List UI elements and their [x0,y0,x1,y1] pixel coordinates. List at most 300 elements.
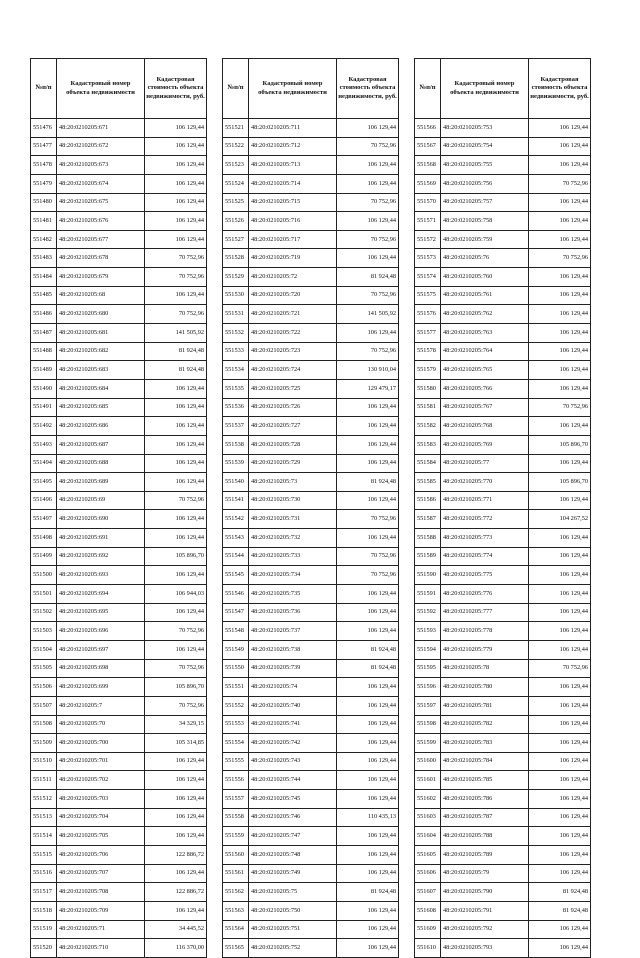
row-number: 551539 [223,454,249,473]
cadastral-number: 48:20:0210205:767 [441,398,529,417]
header-number: №п/п [31,59,57,119]
row-number: 551517 [31,883,57,902]
cadastral-number: 48:20:0210205:760 [441,268,529,287]
header-cadastral-number: Кадастровый номер объекта недвижимости [57,59,145,119]
row-number: 551546 [223,585,249,604]
cadastral-cost: 106 129,44 [337,920,399,939]
row-number: 551485 [31,286,57,305]
row-number: 551582 [415,417,441,436]
cadastral-number: 48:20:0210205:750 [249,901,337,920]
row-number: 551570 [415,193,441,212]
cadastral-number: 48:20:0210205:712 [249,137,337,156]
cadastral-number: 48:20:0210205:793 [441,939,529,958]
cadastral-number: 48:20:0210205:731 [249,510,337,529]
table-row [415,212,591,231]
cadastral-number: 48:20:0210205:739 [249,659,337,678]
cadastral-cost: 141 505,92 [337,305,399,324]
row-number: 551544 [223,547,249,566]
row-number: 551555 [223,752,249,771]
cadastral-cost: 106 129,44 [529,379,591,398]
cadastral-number: 48:20:0210205:789 [441,845,529,864]
table-row [223,305,399,324]
cadastral-number: 48:20:0210205:741 [249,715,337,734]
table-row [415,901,591,920]
cadastral-number: 48:20:0210205:755 [441,156,529,175]
cadastral-number: 48:20:0210205:732 [249,529,337,548]
cadastral-number: 48:20:0210205:756 [441,174,529,193]
cadastral-number: 48:20:0210205:746 [249,808,337,827]
row-number: 551493 [31,435,57,454]
cadastral-number: 48:20:0210205:724 [249,361,337,380]
table-row [415,659,591,678]
cadastral-number: 48:20:0210205:76 [441,249,529,268]
cadastral-number: 48:20:0210205:771 [441,491,529,510]
cadastral-number: 48:20:0210205:740 [249,696,337,715]
table-row [223,845,399,864]
cadastral-cost: 106 129,44 [337,696,399,715]
cadastral-number: 48:20:0210205:727 [249,417,337,436]
table-row [415,435,591,454]
row-number: 551583 [415,435,441,454]
cadastral-cost: 106 129,44 [337,715,399,734]
cadastral-cost: 81 924,48 [529,901,591,920]
cadastral-cost: 106 129,44 [529,845,591,864]
cadastral-cost: 106 129,44 [145,212,207,231]
table-row [31,678,207,697]
row-number: 551532 [223,324,249,343]
cadastral-cost: 106 129,44 [145,771,207,790]
cadastral-number: 48:20:0210205:688 [57,454,145,473]
table-row [415,827,591,846]
table-row [223,696,399,715]
row-number: 551581 [415,398,441,417]
row-number: 551590 [415,566,441,585]
row-number: 551569 [415,174,441,193]
cadastral-number: 48:20:0210205:791 [441,901,529,920]
table-row [31,324,207,343]
row-number: 551534 [223,361,249,380]
table-row [31,845,207,864]
cadastral-cost: 106 129,44 [145,174,207,193]
row-number: 551504 [31,640,57,659]
cadastral-number: 48:20:0210205:680 [57,305,145,324]
cadastral-cost: 106 129,44 [145,566,207,585]
cadastral-number: 48:20:0210205:695 [57,603,145,622]
row-number: 551529 [223,268,249,287]
cadastral-cost: 106 129,44 [337,678,399,697]
table-row [31,286,207,305]
row-number: 551480 [31,193,57,212]
row-number: 551527 [223,230,249,249]
cadastral-cost: 106 129,44 [337,827,399,846]
row-number: 551576 [415,305,441,324]
table-row [31,715,207,734]
cadastral-cost: 106 129,44 [529,547,591,566]
table-row [31,491,207,510]
row-number: 551568 [415,156,441,175]
row-number: 551566 [415,119,441,138]
cadastral-cost: 106 129,44 [529,193,591,212]
row-number: 551596 [415,678,441,697]
cadastral-cost: 106 129,44 [337,529,399,548]
cadastral-number: 48:20:0210205:734 [249,566,337,585]
table-row [223,827,399,846]
table-row [223,193,399,212]
table-row [31,473,207,492]
cadastral-cost: 106 129,44 [145,808,207,827]
cadastral-number: 48:20:0210205:699 [57,678,145,697]
row-number: 551477 [31,137,57,156]
cadastral-number: 48:20:0210205:775 [441,566,529,585]
cadastral-number: 48:20:0210205:780 [441,678,529,697]
table-row [415,752,591,771]
row-number: 551540 [223,473,249,492]
table-row [31,659,207,678]
row-number: 551608 [415,901,441,920]
cadastral-cost: 106 129,44 [529,622,591,641]
cadastral-number: 48:20:0210205:761 [441,286,529,305]
table-row [223,510,399,529]
cadastral-cost: 106 129,44 [337,864,399,883]
table-row [31,435,207,454]
cadastral-number: 48:20:0210205:752 [249,939,337,958]
cadastral-number: 48:20:0210205:764 [441,342,529,361]
table-row [31,603,207,622]
cadastral-number: 48:20:0210205:701 [57,752,145,771]
table-row [223,529,399,548]
cadastral-number: 48:20:0210205:681 [57,324,145,343]
cadastral-cost: 106 129,44 [337,417,399,436]
cadastral-table-1 [30,58,207,958]
cadastral-number: 48:20:0210205:763 [441,324,529,343]
row-number: 551586 [415,491,441,510]
table-row [31,864,207,883]
table-row [223,808,399,827]
table-row [223,268,399,287]
cadastral-number: 48:20:0210205:698 [57,659,145,678]
row-number: 551516 [31,864,57,883]
cadastral-number: 48:20:0210205:726 [249,398,337,417]
cadastral-number: 48:20:0210205:684 [57,379,145,398]
row-number: 551558 [223,808,249,827]
table-row [31,417,207,436]
cadastral-number: 48:20:0210205:676 [57,212,145,231]
cadastral-cost: 106 129,44 [529,939,591,958]
row-number: 551498 [31,529,57,548]
row-number: 551603 [415,808,441,827]
cadastral-number: 48:20:0210205:784 [441,752,529,771]
cadastral-number: 48:20:0210205:738 [249,640,337,659]
cadastral-number: 48:20:0210205:677 [57,230,145,249]
table-row [223,585,399,604]
cadastral-number: 48:20:0210205:693 [57,566,145,585]
table-row [223,286,399,305]
cadastral-number: 48:20:0210205:729 [249,454,337,473]
cadastral-table-2 [222,58,399,958]
table-row [31,585,207,604]
cadastral-number: 48:20:0210205:758 [441,212,529,231]
row-number: 551610 [415,939,441,958]
table-row [223,659,399,678]
row-number: 551556 [223,771,249,790]
cadastral-number: 48:20:0210205:696 [57,622,145,641]
header-number: №п/п [415,59,441,119]
table-row [415,361,591,380]
cadastral-cost: 106 129,44 [529,454,591,473]
table-row [415,939,591,958]
cadastral-cost: 106 129,44 [529,827,591,846]
cadastral-number: 48:20:0210205:776 [441,585,529,604]
cadastral-cost: 105 896,70 [145,678,207,697]
cadastral-number: 48:20:0210205:704 [57,808,145,827]
cadastral-cost: 106 129,44 [337,603,399,622]
cadastral-table-3 [414,58,591,958]
cadastral-number: 48:20:0210205:788 [441,827,529,846]
cadastral-number: 48:20:0210205:715 [249,193,337,212]
row-number: 551607 [415,883,441,902]
row-number: 551499 [31,547,57,566]
cadastral-cost: 106 129,44 [529,566,591,585]
row-number: 551479 [31,174,57,193]
table-row [223,249,399,268]
row-number: 551571 [415,212,441,231]
row-number: 551496 [31,491,57,510]
row-number: 551552 [223,696,249,715]
cadastral-cost: 106 129,44 [145,603,207,622]
row-number: 551561 [223,864,249,883]
cadastral-number: 48:20:0210205:70 [57,715,145,734]
cadastral-cost: 130 910,04 [337,361,399,380]
cadastral-number: 48:20:0210205:744 [249,771,337,790]
cadastral-number: 48:20:0210205:686 [57,417,145,436]
table-row [31,808,207,827]
table-row [415,715,591,734]
cadastral-number: 48:20:0210205:71 [57,920,145,939]
cadastral-number: 48:20:0210205:782 [441,715,529,734]
row-number: 551526 [223,212,249,231]
cadastral-number: 48:20:0210205:722 [249,324,337,343]
cadastral-number: 48:20:0210205:714 [249,174,337,193]
cadastral-number: 48:20:0210205:773 [441,529,529,548]
cadastral-cost: 106 129,44 [337,901,399,920]
cadastral-cost: 106 129,44 [145,119,207,138]
cadastral-cost: 70 752,96 [337,286,399,305]
cadastral-cost: 122 886,72 [145,845,207,864]
row-number: 551564 [223,920,249,939]
row-number: 551536 [223,398,249,417]
table-row [223,640,399,659]
table-row [223,156,399,175]
cadastral-number: 48:20:0210205:779 [441,640,529,659]
table-row [223,174,399,193]
cadastral-number: 48:20:0210205:692 [57,547,145,566]
cadastral-cost: 106 129,44 [145,790,207,809]
row-number: 551513 [31,808,57,827]
table-row [415,845,591,864]
cadastral-cost: 106 129,44 [145,473,207,492]
table-row [223,417,399,436]
cadastral-number: 48:20:0210205:792 [441,920,529,939]
cadastral-cost: 106 129,44 [529,640,591,659]
row-number: 551522 [223,137,249,156]
cadastral-cost: 70 752,96 [145,249,207,268]
cadastral-number: 48:20:0210205:719 [249,249,337,268]
table-row [415,491,591,510]
row-number: 551500 [31,566,57,585]
cadastral-number: 48:20:0210205:768 [441,417,529,436]
header-cadastral-cost: Кадастровая стоимость объекта недвижимости, руб. [337,59,399,119]
table-row [31,342,207,361]
table-row [31,920,207,939]
row-number: 551538 [223,435,249,454]
row-number: 551494 [31,454,57,473]
cadastral-number: 48:20:0210205:766 [441,379,529,398]
row-number: 551567 [415,137,441,156]
row-number: 551574 [415,268,441,287]
cadastral-cost: 104 267,52 [529,510,591,529]
cadastral-cost: 70 752,96 [529,659,591,678]
table-row [223,622,399,641]
cadastral-cost: 106 129,44 [337,752,399,771]
cadastral-number: 48:20:0210205:737 [249,622,337,641]
row-number: 551511 [31,771,57,790]
cadastral-cost: 106 129,44 [337,454,399,473]
cadastral-cost: 106 129,44 [145,398,207,417]
row-number: 551537 [223,417,249,436]
cadastral-number: 48:20:0210205:778 [441,622,529,641]
row-number: 551593 [415,622,441,641]
cadastral-cost: 70 752,96 [145,491,207,510]
row-number: 551579 [415,361,441,380]
table-row [415,473,591,492]
cadastral-number: 48:20:0210205:747 [249,827,337,846]
cadastral-number: 48:20:0210205:78 [441,659,529,678]
table-row [415,790,591,809]
cadastral-cost: 106 129,44 [529,137,591,156]
cadastral-number: 48:20:0210205:785 [441,771,529,790]
row-number: 551565 [223,939,249,958]
cadastral-cost: 106 129,44 [145,156,207,175]
row-number: 551573 [415,249,441,268]
row-number: 551609 [415,920,441,939]
table-row [223,230,399,249]
cadastral-cost: 106 129,44 [529,417,591,436]
row-number: 551580 [415,379,441,398]
row-number: 551518 [31,901,57,920]
cadastral-cost: 106 129,44 [145,379,207,398]
cadastral-number: 48:20:0210205:783 [441,734,529,753]
table-row [31,379,207,398]
row-number: 551545 [223,566,249,585]
cadastral-cost: 106 129,44 [529,529,591,548]
cadastral-number: 48:20:0210205:691 [57,529,145,548]
cadastral-cost: 106 129,44 [529,230,591,249]
cadastral-number: 48:20:0210205:713 [249,156,337,175]
header-cadastral-cost: Кадастровая стоимость объекта недвижимости, руб. [529,59,591,119]
cadastral-cost: 70 752,96 [145,268,207,287]
table-row [223,398,399,417]
table-row [31,510,207,529]
row-number: 551487 [31,324,57,343]
table-row [223,920,399,939]
cadastral-number: 48:20:0210205:702 [57,771,145,790]
cadastral-number: 48:20:0210205:77 [441,454,529,473]
cadastral-cost: 70 752,96 [529,398,591,417]
cadastral-cost: 106 129,44 [529,771,591,790]
cadastral-number: 48:20:0210205:671 [57,119,145,138]
row-number: 551599 [415,734,441,753]
cadastral-cost: 106 129,44 [145,510,207,529]
row-number: 551519 [31,920,57,939]
table-row [415,808,591,827]
row-number: 551601 [415,771,441,790]
row-number: 551591 [415,585,441,604]
table-row [223,715,399,734]
cadastral-cost: 81 924,48 [145,342,207,361]
cadastral-number: 48:20:0210205:672 [57,137,145,156]
cadastral-number: 48:20:0210205:700 [57,734,145,753]
table-row [31,939,207,958]
table-header-row [31,59,207,119]
table-row [415,696,591,715]
cadastral-cost: 106 129,44 [529,585,591,604]
row-number: 551584 [415,454,441,473]
row-number: 551488 [31,342,57,361]
cadastral-number: 48:20:0210205:728 [249,435,337,454]
cadastral-cost: 70 752,96 [337,137,399,156]
row-number: 551559 [223,827,249,846]
cadastral-cost: 70 752,96 [337,547,399,566]
row-number: 551588 [415,529,441,548]
row-number: 551528 [223,249,249,268]
cadastral-cost: 106 129,44 [337,174,399,193]
cadastral-number: 48:20:0210205:75 [249,883,337,902]
row-number: 551572 [415,230,441,249]
table-row [223,361,399,380]
row-number: 551600 [415,752,441,771]
header-number: №п/п [223,59,249,119]
row-number: 551506 [31,678,57,697]
cadastral-cost: 106 129,44 [337,845,399,864]
cadastral-cost: 106 129,44 [145,864,207,883]
cadastral-cost: 106 129,44 [337,734,399,753]
cadastral-cost: 70 752,96 [145,696,207,715]
cadastral-number: 48:20:0210205:772 [441,510,529,529]
row-number: 551560 [223,845,249,864]
table-row [415,678,591,697]
cadastral-cost: 106 129,44 [529,361,591,380]
cadastral-number: 48:20:0210205:774 [441,547,529,566]
table-row [223,734,399,753]
table-row [31,790,207,809]
row-number: 551484 [31,268,57,287]
table-row [31,696,207,715]
cadastral-number: 48:20:0210205:733 [249,547,337,566]
table-row [223,901,399,920]
cadastral-cost: 106 129,44 [337,491,399,510]
table-row [415,547,591,566]
row-number: 551535 [223,379,249,398]
row-number: 551587 [415,510,441,529]
table-row [31,156,207,175]
cadastral-cost: 106 129,44 [337,771,399,790]
cadastral-number: 48:20:0210205:678 [57,249,145,268]
cadastral-cost: 81 924,48 [337,659,399,678]
cadastral-number: 48:20:0210205:705 [57,827,145,846]
row-number: 551542 [223,510,249,529]
table-row [415,268,591,287]
cadastral-number: 48:20:0210205:765 [441,361,529,380]
